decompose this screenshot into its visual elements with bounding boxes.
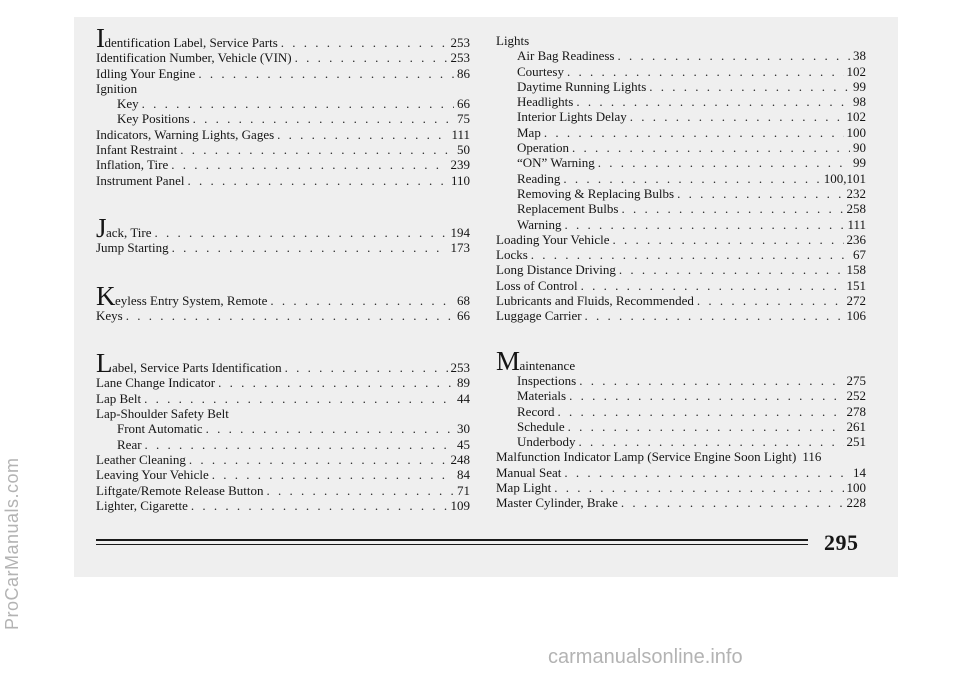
entry-page: 253	[450, 35, 470, 50]
index-entry	[496, 232, 866, 247]
index-entry	[496, 495, 866, 510]
heading-text: aintenance	[519, 357, 576, 373]
entry-term: Key Positions	[117, 111, 190, 127]
entry-term: Master Cylinder, Brake	[496, 495, 618, 511]
entry-page: 275	[846, 372, 866, 388]
leader-dots	[619, 262, 844, 277]
index-heading: Lights	[496, 33, 530, 48]
entry-term: Infant Restraint	[96, 142, 178, 158]
entry-page: 89	[457, 375, 470, 391]
index-column-right	[496, 33, 866, 511]
entry-page: 66	[457, 96, 470, 112]
entry-term: “ON” Warning	[517, 155, 595, 171]
leader-dots	[277, 127, 448, 142]
leader-dots	[617, 48, 850, 63]
entry-term: Removing & Replacing Bulbs	[517, 185, 675, 201]
entry-page: 251	[846, 434, 866, 450]
leader-dots	[630, 109, 844, 124]
index-heading: Lap-Shoulder Safety Belt	[96, 406, 229, 422]
entry-page: 272	[846, 293, 866, 309]
index-subentry	[496, 434, 866, 449]
entry-term: Malfunction Indicator Lamp (Service Engine Soon Light)	[496, 449, 797, 465]
index-subentry	[496, 388, 866, 403]
leader-dots	[172, 240, 448, 255]
index-subentry	[496, 201, 866, 216]
index-subentry	[96, 111, 470, 126]
leader-dots	[193, 111, 454, 126]
index-entry	[96, 50, 470, 65]
index-entry	[96, 452, 470, 467]
leader-dots	[558, 404, 844, 419]
entry-term	[96, 212, 152, 243]
entry-page: 116	[802, 449, 822, 465]
entry-term: Lubricants and Fluids, Recommended	[496, 293, 694, 309]
entry-page: 38	[853, 48, 866, 64]
leader-dots	[531, 247, 850, 262]
leader-dots	[267, 483, 454, 498]
entry-term: Instrument Panel	[96, 172, 185, 188]
entry-page: 102	[846, 63, 866, 79]
index-entry	[496, 465, 866, 480]
entry-page: 30	[457, 421, 470, 437]
leader-dots	[572, 140, 850, 155]
leader-dots	[613, 232, 844, 247]
entry-page: 261	[846, 418, 866, 434]
letter-gap	[96, 188, 470, 223]
entry-page: 228	[846, 495, 866, 511]
leader-dots	[212, 467, 454, 482]
leader-dots	[206, 421, 454, 436]
index-subentry	[496, 48, 866, 63]
entry-page: 239	[450, 157, 470, 173]
entry-page: 14	[853, 464, 866, 480]
leader-dots	[697, 293, 844, 308]
letter-gap	[96, 323, 470, 358]
entry-page: 45	[457, 436, 470, 452]
index-entry	[96, 498, 470, 513]
leader-dots	[579, 434, 844, 449]
entry-page: 102	[846, 109, 866, 125]
entry-page: 90	[853, 140, 866, 156]
index-entry	[496, 308, 866, 323]
entry-page: 84	[457, 467, 470, 483]
index-entry	[496, 480, 866, 495]
entry-term: Schedule	[517, 418, 565, 434]
leader-dots	[126, 308, 454, 323]
leader-dots	[171, 157, 447, 172]
entry-term: Key	[117, 96, 139, 112]
index-entry	[96, 240, 470, 255]
entry-page: 86	[457, 65, 470, 81]
entry-term: Underbody	[517, 434, 576, 450]
leader-dots	[198, 66, 454, 81]
entry-term	[96, 23, 278, 53]
index-entry	[96, 348, 470, 379]
leader-dots	[281, 35, 448, 50]
leader-dots	[564, 465, 850, 480]
index-entry	[496, 278, 866, 293]
leader-dots	[144, 391, 454, 406]
letter-gap	[96, 256, 470, 291]
entry-page: 106	[846, 308, 866, 324]
entry-term: Inflation, Tire	[96, 157, 169, 173]
index-entry	[96, 142, 470, 157]
entry-term: Loading Your Vehicle	[496, 231, 610, 247]
index-entry	[96, 127, 470, 142]
entry-page: 258	[846, 201, 866, 217]
leader-dots	[568, 419, 844, 434]
entry-term: Courtesy	[517, 63, 564, 79]
initial-letter: J	[96, 212, 107, 243]
index-entry	[496, 293, 866, 308]
index-subentry	[496, 419, 866, 434]
entry-term: Air Bag Readiness	[517, 48, 615, 64]
entry-term: Operation	[517, 140, 569, 156]
index-subentry	[496, 186, 866, 201]
index-subentry	[496, 109, 866, 124]
entry-page: 66	[457, 307, 470, 323]
leader-dots	[649, 79, 850, 94]
leader-dots	[142, 96, 454, 111]
index-subentry	[96, 437, 470, 452]
index-subentry	[96, 96, 470, 111]
leader-dots	[285, 360, 448, 375]
index-heading	[496, 345, 866, 376]
entry-term: Luggage Carrier	[496, 308, 582, 324]
entry-page: 278	[846, 403, 866, 419]
entry-term: Loss of Control	[496, 277, 578, 293]
leader-dots	[189, 452, 448, 467]
entry-term: Idling Your Engine	[96, 65, 196, 81]
entry-term	[96, 348, 282, 379]
entry-page: 110	[450, 172, 470, 188]
entry-term-rest: ack, Tire	[106, 224, 152, 240]
entry-term: Materials	[517, 388, 567, 404]
index-entry	[96, 467, 470, 482]
entry-term: Jump Starting	[96, 240, 169, 256]
entry-page: 75	[457, 111, 470, 127]
watermark-side: ProCarManuals.com	[2, 457, 22, 630]
footer-rule	[96, 539, 808, 541]
leader-dots	[567, 64, 844, 79]
entry-term: Leaving Your Vehicle	[96, 467, 209, 483]
leader-dots	[544, 125, 844, 140]
index-entry	[496, 262, 866, 277]
initial-letter: I	[96, 23, 105, 53]
leader-dots	[218, 375, 454, 390]
letter-gap	[496, 324, 866, 356]
entry-term: Lap Belt	[96, 390, 142, 406]
entry-page: 44	[457, 390, 470, 406]
entry-term-rest: eyless Entry System, Remote	[115, 292, 268, 308]
entry-page: 67	[853, 247, 866, 263]
entry-term: Liftgate/Remote Release Button	[96, 482, 264, 498]
leader-dots	[576, 94, 850, 109]
entry-page: 100	[846, 480, 866, 496]
entry-term: Leather Cleaning	[96, 451, 186, 467]
entry-page: 100	[846, 124, 866, 140]
leader-dots	[585, 308, 844, 323]
entry-term: Front Automatic	[117, 421, 203, 437]
index-subentry	[496, 171, 866, 186]
entry-page: 111	[451, 126, 470, 142]
leader-dots	[621, 201, 843, 216]
entry-page: 98	[853, 94, 866, 110]
initial-letter: L	[96, 348, 112, 379]
index-entry	[496, 247, 866, 262]
leader-dots	[180, 142, 454, 157]
entry-term: Daytime Running Lights	[517, 78, 647, 94]
entry-term: Rear	[117, 436, 142, 452]
index-subentry	[496, 79, 866, 94]
entry-page: 71	[457, 482, 470, 498]
index-subentry	[496, 140, 866, 155]
initial-letter: M	[496, 345, 520, 376]
index-entry	[96, 280, 470, 311]
index-entry	[96, 66, 470, 81]
entry-term: Headlights	[517, 94, 574, 110]
entry-term: Locks	[496, 247, 528, 263]
entry-page: 232	[846, 185, 866, 201]
index-entry	[96, 483, 470, 498]
leader-dots	[187, 173, 448, 188]
leader-dots	[579, 373, 843, 388]
entry-term: Reading	[517, 170, 561, 186]
index-entry	[96, 375, 470, 390]
entry-page: 253	[450, 50, 470, 66]
index-subentry	[496, 94, 866, 109]
index-entry	[96, 308, 470, 323]
leader-dots	[677, 186, 843, 201]
leader-dots	[564, 217, 844, 232]
index-subentry	[496, 217, 866, 232]
entry-term: Inspections	[517, 372, 577, 388]
index-subentry	[496, 373, 866, 388]
index-entry	[496, 449, 866, 464]
entry-term: Identification Number, Vehicle (VIN)	[96, 50, 292, 66]
footer-rule-thin	[96, 544, 808, 545]
initial-letter: K	[96, 280, 115, 311]
leader-dots	[569, 388, 843, 403]
entry-term-rest: dentification Label, Service Parts	[104, 35, 278, 50]
entry-term: Indicators, Warning Lights, Gages	[96, 126, 275, 142]
entry-term: Lighter, Cigarette	[96, 497, 188, 513]
leader-dots	[155, 225, 448, 240]
entry-term: Map	[517, 124, 541, 140]
index-entry	[96, 157, 470, 172]
leader-dots	[621, 495, 844, 510]
leader-dots	[270, 293, 454, 308]
leader-dots	[598, 155, 850, 170]
index-subentry	[496, 404, 866, 419]
entry-term	[96, 280, 268, 311]
entry-term: Interior Lights Delay	[517, 109, 627, 125]
entry-page: 173	[450, 240, 470, 256]
entry-page: 50	[457, 142, 470, 158]
leader-dots	[554, 480, 843, 495]
entry-page: 248	[450, 451, 470, 467]
index-entry	[96, 212, 470, 243]
index-subentry	[96, 421, 470, 436]
index-subentry	[496, 125, 866, 140]
entry-page: 253	[450, 360, 470, 376]
page-number: 295	[824, 530, 859, 555]
entry-page: 194	[450, 224, 470, 240]
entry-term: Manual Seat	[496, 464, 562, 480]
index-heading: Ignition	[96, 80, 138, 96]
index-column-left	[96, 23, 470, 513]
entry-page: 68	[457, 292, 470, 308]
entry-page: 252	[846, 388, 866, 404]
entry-term: Keys	[96, 307, 123, 323]
entry-term-rest: abel, Service Parts Identification	[112, 360, 282, 376]
entry-term: Lane Change Indicator	[96, 375, 216, 391]
entry-page: 111	[847, 216, 866, 232]
entry-term: Warning	[517, 216, 562, 232]
leader-dots	[295, 50, 448, 65]
entry-page: 158	[846, 262, 866, 278]
index-entry	[96, 23, 470, 53]
entry-term: Long Distance Driving	[496, 262, 616, 278]
entry-page: 109	[450, 497, 470, 513]
entry-term: Record	[517, 403, 555, 419]
entry-page: 236	[846, 231, 866, 247]
leader-dots	[145, 437, 454, 452]
entry-page: 151	[846, 277, 866, 293]
index-entry	[96, 391, 470, 406]
entry-page: 99	[853, 155, 866, 171]
leader-dots	[581, 278, 844, 293]
leader-dots	[191, 498, 448, 513]
index-entry	[96, 173, 470, 188]
entry-page: 99	[853, 78, 866, 94]
entry-page: 100,101	[823, 170, 866, 186]
index-subentry	[496, 64, 866, 79]
entry-term: Map Light	[496, 480, 552, 496]
index-subentry	[496, 155, 866, 170]
entry-term: Replacement Bulbs	[517, 201, 619, 217]
watermark-bottom: carmanualsonline.info	[548, 646, 743, 668]
leader-dots	[563, 171, 820, 186]
